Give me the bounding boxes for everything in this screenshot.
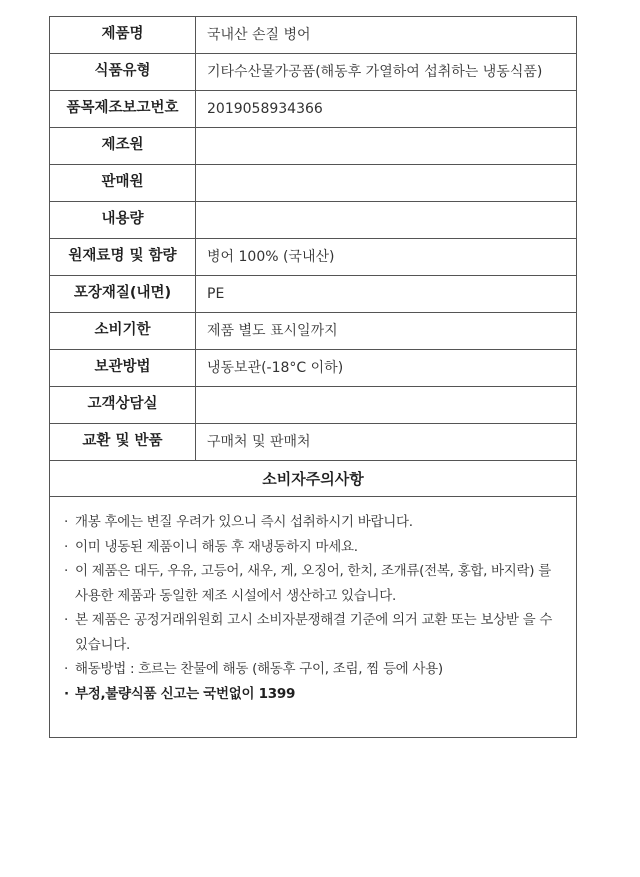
- bullet-dot: ·: [64, 685, 69, 702]
- caution-note-report: [64, 682, 566, 707]
- caution-note-text: 이미 냉동된 제품이니 해동 후 재냉동하지 마세요.: [75, 538, 358, 555]
- row-value-expiry: 제품 별도 표시일까지: [196, 313, 577, 350]
- table-row: [50, 313, 577, 350]
- table-row: [50, 239, 577, 276]
- row-label-seller: 판매원: [50, 165, 196, 202]
- row-value-manufacturer: [196, 128, 577, 165]
- row-value-seller: [196, 165, 577, 202]
- row-label-exchange-return: 교환 및 반품: [50, 424, 196, 461]
- caution-note: [64, 608, 566, 657]
- caution-note-text: 이 제품은 대두, 우유, 고등어, 새우, 게, 오징어, 한치, 조개류(전복, 홍합, 바지락) 를 사용한 제품과 동일한 제조 시설에서 생산하고 있습니다.: [75, 563, 551, 604]
- row-label-net-weight: 내용량: [50, 202, 196, 239]
- caution-header-row: [50, 461, 577, 497]
- row-value-product-name: 국내산 손질 병어: [196, 17, 577, 54]
- bullet-dot: ·: [64, 563, 68, 579]
- row-label-customer-service: 고객상담실: [50, 387, 196, 424]
- caution-note-text: 개봉 후에는 변질 우려가 있으니 즉시 섭취하시기 바랍니다.: [75, 514, 413, 530]
- table-row: [50, 17, 577, 54]
- caution-note: [64, 535, 566, 560]
- table-row: [50, 276, 577, 313]
- caution-title: 소비자주의사항: [50, 461, 577, 497]
- row-label-packaging: 포장재질(내면): [50, 276, 196, 313]
- table-row: [50, 387, 577, 424]
- row-label-product-name: 제품명: [50, 17, 196, 54]
- table-row: [50, 202, 577, 239]
- row-label-report-number: 품목제조보고번호: [50, 91, 196, 128]
- row-value-exchange-return: 구매처 및 판매처: [196, 424, 577, 461]
- bullet-dot: ·: [64, 612, 68, 628]
- row-value-net-weight: [196, 202, 577, 239]
- bullet-dot: ·: [64, 514, 68, 530]
- row-label-storage: 보관방법: [50, 350, 196, 387]
- caution-note: [64, 559, 566, 608]
- caution-note-text: 부정,불량식품 신고는 국번없이 1399: [75, 685, 296, 702]
- bullet-dot: ·: [64, 661, 68, 677]
- row-value-packaging: PE: [196, 276, 577, 313]
- table-row: [50, 128, 577, 165]
- row-label-expiry: 소비기한: [50, 313, 196, 350]
- caution-note-text: 해동방법 : 흐르는 찬물에 해동 (해동후 구이, 조림, 찜 등에 사용): [75, 661, 443, 677]
- row-label-ingredients: 원재료명 및 함량: [50, 239, 196, 276]
- caution-notes-list: [64, 510, 566, 706]
- caution-note: [64, 657, 566, 682]
- table-row: [50, 54, 577, 91]
- bullet-dot: ·: [64, 538, 68, 555]
- caution-note-text: 본 제품은 공정거래위원회 고시 소비자분쟁해결 기준에 의거 교환 또는 보상받 을 수 있습니다.: [75, 612, 553, 653]
- row-value-ingredients: 병어 100% (국내산): [196, 239, 577, 276]
- caution-notes-cell: [50, 497, 577, 738]
- table-row: [50, 424, 577, 461]
- table-row: [50, 350, 577, 387]
- caution-note: [64, 510, 566, 535]
- row-value-report-number: 2019058934366: [196, 91, 577, 128]
- caution-body-row: [50, 497, 577, 738]
- row-label-manufacturer: 제조원: [50, 128, 196, 165]
- row-value-customer-service: [196, 387, 577, 424]
- row-label-food-type: 식품유형: [50, 54, 196, 91]
- table-row: [50, 165, 577, 202]
- product-info-table: [49, 16, 577, 738]
- table-row: [50, 91, 577, 128]
- row-value-storage: 냉동보관(-18°C 이하): [196, 350, 577, 387]
- row-value-food-type: 기타수산물가공품(해동후 가열하여 섭취하는 냉동식품): [196, 54, 577, 91]
